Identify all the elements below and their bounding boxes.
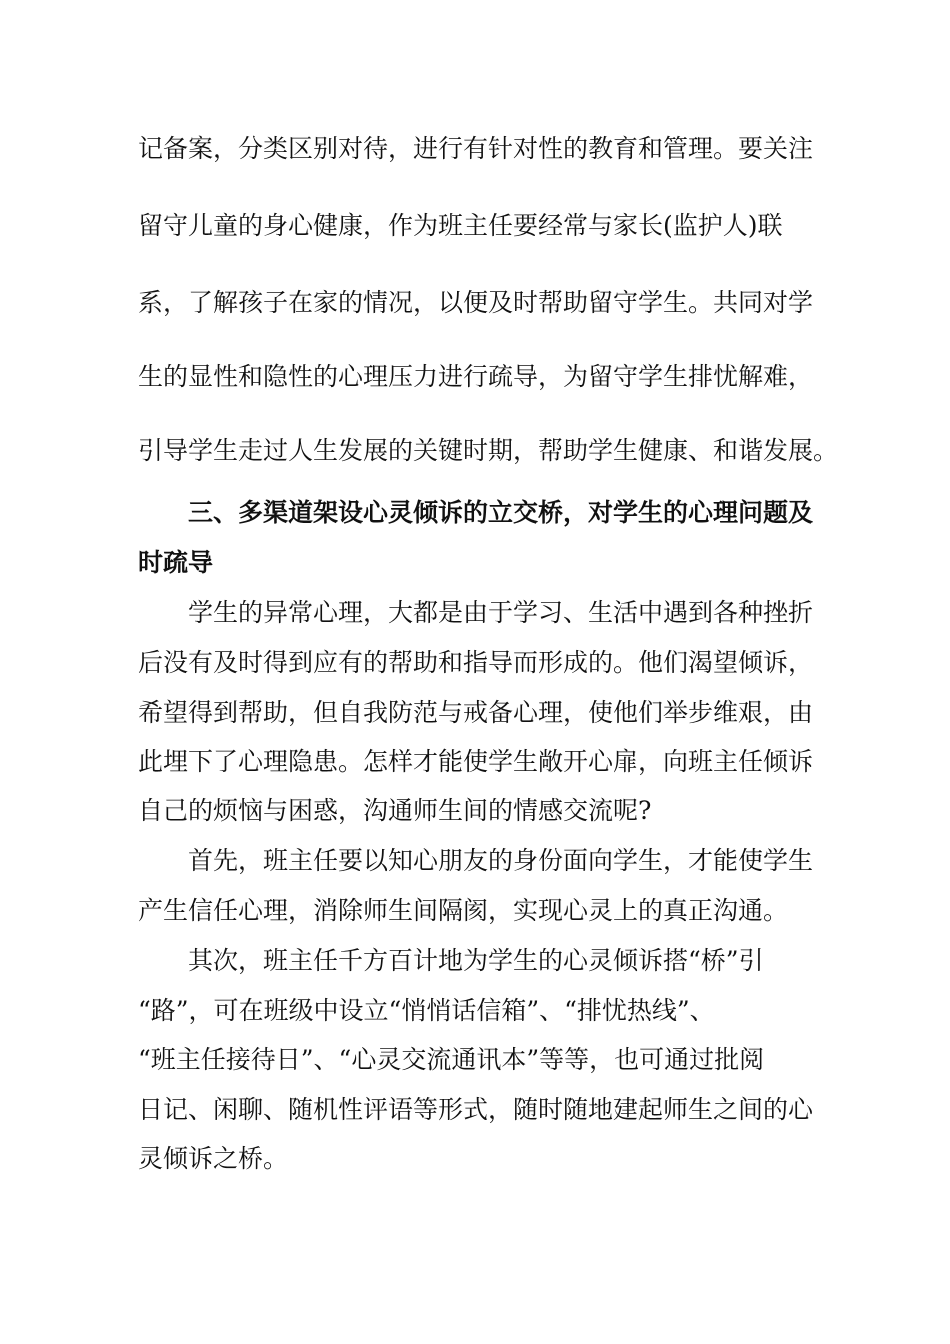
paragraph-line: 其次，班主任千方百计地为学生的心灵倾诉搭“桥”引 (188, 946, 764, 975)
paragraph-line: “班主任接待日”、“心灵交流通讯本”等等，也可通过批阅 (138, 1045, 765, 1074)
paragraph-line: 后没有及时得到应有的帮助和指导而形成的。他们渴望倾诉， (138, 648, 814, 677)
body-line: 系，了解孩子在家的情况，以便及时帮助留守学生。共同对学 (138, 288, 814, 317)
body-line: 记备案，分类区别对待，进行有针对性的教育和管理。要关注 (138, 134, 814, 163)
paragraph-line: 学生的异常心理，大都是由于学习、生活中遇到各种挫折 (188, 598, 814, 627)
body-line: 生的显性和隐性的心理压力进行疏导，为留守学生排忧解难， (138, 362, 814, 391)
body-line: 留守儿童的身心健康，作为班主任要经常与家长(监护人)联 (138, 211, 783, 240)
section-heading-continued: 时疏导 (138, 548, 214, 577)
paragraph-line: 首先，班主任要以知心朋友的身份面向学生，才能使学生 (188, 846, 814, 875)
paragraph-line: 此埋下了心理隐患。怎样才能使学生敞开心扉，向班主任倾诉 (138, 747, 814, 776)
section-heading: 三、多渠道架设心灵倾诉的立交桥，对学生的心理问题及 (188, 498, 814, 527)
body-line: 引导学生走过人生发展的关键时期，帮助学生健康、和谐发展。 (138, 436, 839, 465)
paragraph-line: 希望得到帮助，但自我防范与戒备心理，使他们举步维艰，由 (138, 698, 814, 727)
paragraph-line: 产生信任心理，消除师生间隔阂，实现心灵上的真正沟通。 (138, 896, 789, 925)
paragraph-line: 灵倾诉之桥。 (138, 1144, 289, 1173)
paragraph-line: 自己的烦恼与困惑，沟通师生间的情感交流呢? (138, 796, 652, 825)
paragraph-line: “路”，可在班级中设立“悄悄话信箱”、“排忧热线”、 (138, 996, 715, 1025)
paragraph-line: 日记、闲聊、随机性评语等形式，随时随地建起师生之间的心 (138, 1095, 814, 1124)
